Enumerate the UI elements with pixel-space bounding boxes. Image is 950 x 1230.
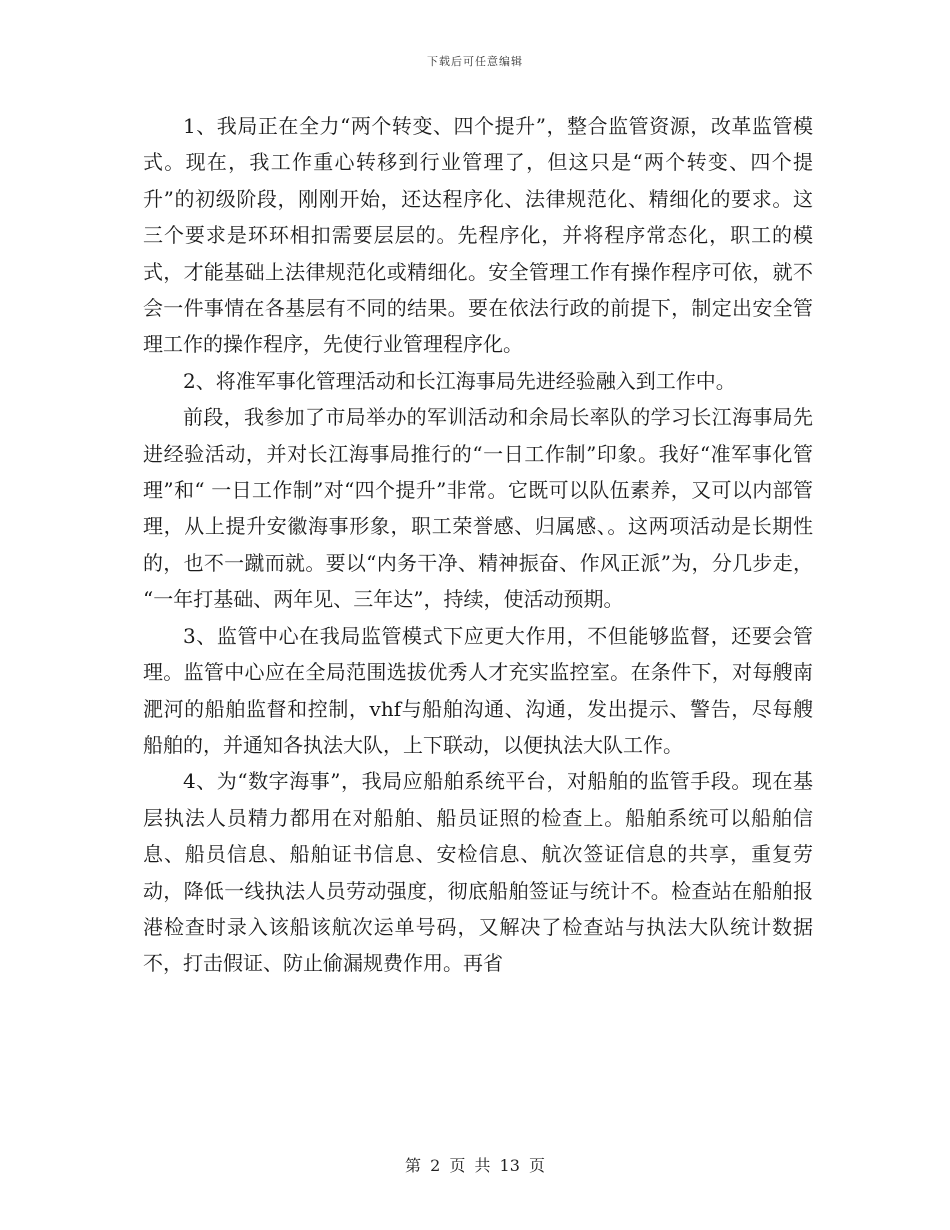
- page-number-footer: 第 2 页 共 13 页: [405, 1156, 545, 1175]
- paragraph-1: 1、我局正在全力“两个转变、四个提升”，整合监管资源，改革监管模式。现在，我工作重心转移到行业管理了，但这只是“两个转变、四个提升”的初级阶段，刚刚开始，还达程序化、法律规范化、精细化的要求。这三个要求是环环相扣需要层层的。先程序化，并将程序常态化，职工的模式，才能基础上法律规范化或精细化。安全管理工作有操作程序可依，就不会一件事情在各基层有不同的结果。要在依法行政的前提下，制定出安全管理工作的操作程序，先使行业管理程序化。: [143, 114, 813, 357]
- document-body: [143, 108, 813, 982]
- paragraph-2: 2、将准军事化管理活动和长江海事局先进经验融入到工作中。: [183, 368, 736, 393]
- paragraph-5: 4、为“数字海事”，我局应船舶系统平台，对船舶的监管手段。现在基层执法人员精力都用在对船舶、船员证照的检查上。船舶系统可以船舶信息、船员信息、船舶证书信息、安检信息、航次签证信息的共享，重复劳动，降低一线执法人员劳动强度，彻底船舶签证与统计不。检查站在船舶报港检查时录入该船该航次运单号码，又解决了检查站与执法大队统计数据不，打击假证、防止偷漏规费作用。再省: [143, 769, 813, 976]
- page-header: 下载后可任意编辑: [427, 55, 523, 68]
- paragraph-3: 前段，我参加了市局举办的军训活动和余局长率队的学习长江海事局先进经验活动，并对长江海事局推行的“一日工作制”印象。我好“准军事化管理”和“ 一日工作制”对“四个提升”非常。它既可以队伍素养，又可以内部管理，从上提升安徽海事形象，职工荣誉感、归属感、。这两项活动是长期性的，也不一蹴而就。要以“内务干净、精神振奋、作风正派”为，分几步走， “一年打基础、两年见、三年达”，持续，使活动预期。: [143, 405, 813, 612]
- paragraph-4: 3、监管中心在我局监管模式下应更大作用，不但能够监督，还要会管理。监管中心应在全局范围选拔优秀人才充实监控室。在条件下，对每艘南淝河的船舶监督和控制，vhf与船舶沟通、沟通，发出提示、警告，尽每艘船舶的，并通知各执法大队，上下联动，以便执法大队工作。: [143, 623, 813, 757]
